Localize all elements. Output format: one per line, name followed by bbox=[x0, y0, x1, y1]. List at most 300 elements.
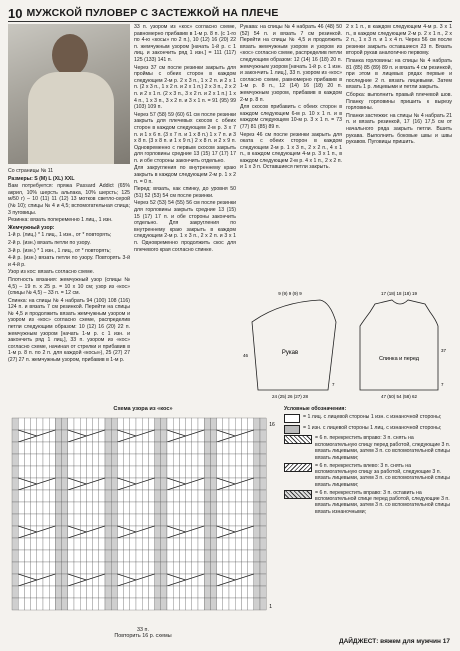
chart-cell bbox=[235, 442, 241, 454]
chart-cell bbox=[223, 418, 229, 430]
chart-cell bbox=[99, 562, 105, 574]
chart-cell bbox=[148, 454, 154, 466]
paragraph: 2 x 1 п., в каждом следующем 4-м р. 3 x 1 п., в каждом следующем 2-м р. 2 x 1 п., 2 x 2 п., 1 x 3 п. и 1 x 4 п. Через 56 см после резинки закрыть оставшиеся 23 п. Вязать второй рукав аналогично первому. bbox=[346, 24, 452, 57]
instructions-column-4 bbox=[346, 24, 452, 279]
chart-cell bbox=[124, 430, 130, 442]
chart-cell bbox=[130, 502, 136, 514]
footer-text: ДАЙДЖЕСТ: вяжем для мужчин bbox=[338, 638, 441, 645]
chart-cell bbox=[55, 490, 61, 502]
chart-cell bbox=[204, 526, 210, 538]
sleeve-side: 46 bbox=[243, 353, 249, 358]
neckband-instructions: Планка горловины: на спицы № 4 набрать 81 (85) 85 (89) 89 п. и вязать 4 см резинкой, при этом в лицевых рядах первые и последние 2 п. вязать лицевыми. Затем вязать 1 р. лицевыми и петли закрыть. bbox=[346, 57, 452, 91]
chart-cell bbox=[173, 598, 179, 610]
chart-cell bbox=[248, 586, 254, 598]
chart-cell bbox=[62, 514, 68, 526]
chart-cell bbox=[105, 442, 111, 454]
chart-cell bbox=[161, 538, 167, 550]
chart-cell bbox=[12, 478, 18, 490]
chart-cell bbox=[74, 466, 80, 478]
chart-cell bbox=[210, 442, 216, 454]
chart-cell bbox=[124, 550, 130, 562]
legend-item bbox=[284, 425, 452, 434]
chart-cell bbox=[167, 418, 173, 430]
chart-cell bbox=[55, 586, 61, 598]
chart-cell bbox=[217, 442, 223, 454]
chart-cell bbox=[31, 442, 37, 454]
chart-cell bbox=[161, 598, 167, 610]
chart-cell bbox=[217, 454, 223, 466]
seed-row-1: 1-й р. (лиц.) * 1 лиц., 1 изн., от * повторять; bbox=[8, 232, 112, 239]
chart-cell bbox=[111, 454, 117, 466]
chart-cell bbox=[186, 586, 192, 598]
chart-cell bbox=[24, 574, 30, 586]
chart-cell bbox=[210, 586, 216, 598]
chart-cell bbox=[111, 490, 117, 502]
instructions-column-1 bbox=[8, 168, 130, 428]
chart-cell bbox=[204, 490, 210, 502]
chart-cell bbox=[229, 586, 235, 598]
chart-cell bbox=[235, 454, 241, 466]
chart-cell bbox=[142, 466, 148, 478]
chart-cell bbox=[254, 586, 260, 598]
chart-cell bbox=[148, 514, 154, 526]
chart-cell bbox=[124, 490, 130, 502]
chart-cell bbox=[186, 466, 192, 478]
chart-cell bbox=[248, 538, 254, 550]
front-instructions: Перед: вязать, как спинку, до уровня 50 (51) 52 (53) 54 см после резинки. bbox=[134, 186, 236, 199]
assembly-instructions: Сборка: выполнить правый плечевой шов. Планку горловины пришить к вырезу горловины. bbox=[346, 91, 452, 112]
chart-cell bbox=[18, 466, 24, 478]
chart-cell bbox=[99, 550, 105, 562]
chart-cell bbox=[43, 502, 49, 514]
chart-cell bbox=[43, 550, 49, 562]
chart-cell bbox=[167, 502, 173, 514]
chart-cell bbox=[62, 418, 68, 430]
chart-cell bbox=[229, 442, 235, 454]
chart-cell bbox=[167, 538, 173, 550]
chart-cell bbox=[62, 574, 68, 586]
chart-cell bbox=[117, 550, 123, 562]
chart-cell bbox=[24, 430, 30, 442]
chart-cell bbox=[62, 430, 68, 442]
chart-cell bbox=[55, 442, 61, 454]
chart-cell bbox=[248, 502, 254, 514]
chart-cell bbox=[24, 466, 30, 478]
instructions-column-2 bbox=[134, 24, 236, 399]
chart-cell bbox=[80, 562, 86, 574]
chart-cell bbox=[99, 466, 105, 478]
chart-cell bbox=[142, 562, 148, 574]
chart-cell bbox=[155, 478, 161, 490]
chart-cell bbox=[74, 550, 80, 562]
chart-cell bbox=[248, 442, 254, 454]
chart-cell bbox=[155, 562, 161, 574]
chart-cell bbox=[241, 598, 247, 610]
chart-cell bbox=[198, 442, 204, 454]
paragraph: Для скосов прибавить с обеих сторон в каждом следующем 6-м р. 10 x 1 п. и в каждом следующем 10-м р. 3 x 1 п. = 73 (77) 81 (85) 89 п. bbox=[240, 104, 342, 130]
chart-cell bbox=[18, 442, 24, 454]
chart-cell bbox=[254, 430, 260, 442]
chart-cell bbox=[217, 598, 223, 610]
chart-cell bbox=[235, 538, 241, 550]
sleeve-cuff: 7 bbox=[332, 382, 335, 387]
chart-cell bbox=[148, 550, 154, 562]
chart-cell bbox=[136, 502, 142, 514]
chart-cell bbox=[217, 550, 223, 562]
chart-cell bbox=[192, 490, 198, 502]
chart-cell bbox=[235, 598, 241, 610]
chart-cell bbox=[68, 562, 74, 574]
legend-text: = 6 п. перекрестить влево: 3 п. снять на вспомогательную спицу за работой, следующие 3 п. вязать лицевыми, затем 3 п. со вспомогательной спицы вязать лицевыми; bbox=[315, 462, 450, 488]
chart-cell bbox=[173, 490, 179, 502]
chart-cell bbox=[86, 598, 92, 610]
chart-cell bbox=[24, 598, 30, 610]
chart-cell bbox=[210, 574, 216, 586]
chart-cell bbox=[124, 418, 130, 430]
chart-cell bbox=[254, 490, 260, 502]
chart-cell bbox=[105, 598, 111, 610]
chart-cell bbox=[204, 442, 210, 454]
chart-cell bbox=[260, 598, 266, 610]
body-outline bbox=[360, 300, 438, 390]
chart-cell bbox=[105, 514, 111, 526]
chart-cell bbox=[62, 550, 68, 562]
chart-cell bbox=[148, 562, 154, 574]
body-top: 17 (18) 18 (18) 19 bbox=[380, 291, 418, 296]
chart-cell bbox=[161, 418, 167, 430]
chart-cell bbox=[43, 514, 49, 526]
chart-cell bbox=[74, 490, 80, 502]
chart-cell bbox=[93, 574, 99, 586]
chart-cell bbox=[86, 502, 92, 514]
chart-cell bbox=[43, 478, 49, 490]
chart-cell bbox=[49, 586, 55, 598]
chart-cell bbox=[111, 586, 117, 598]
chart-cell bbox=[155, 490, 161, 502]
chart-cell bbox=[37, 442, 43, 454]
chart-cell bbox=[198, 418, 204, 430]
chart-cell bbox=[31, 586, 37, 598]
chart-cell bbox=[37, 538, 43, 550]
chart-cell bbox=[254, 418, 260, 430]
cable-pattern: Узор из кос: вязать согласно схеме. bbox=[8, 269, 95, 276]
legend-item bbox=[284, 414, 452, 423]
chart-cell bbox=[260, 562, 266, 574]
chart-cell bbox=[49, 466, 55, 478]
chart-cell bbox=[55, 454, 61, 466]
chart-cell bbox=[179, 466, 185, 478]
chart-cell bbox=[142, 526, 148, 538]
chart-cell bbox=[229, 418, 235, 430]
chart-cell bbox=[155, 454, 161, 466]
chart-cell bbox=[217, 562, 223, 574]
chart-cell bbox=[49, 418, 55, 430]
model-sweater bbox=[28, 72, 114, 164]
chart-cell bbox=[186, 442, 192, 454]
chart-cell bbox=[12, 418, 18, 430]
chart-cell bbox=[31, 514, 37, 526]
paragraph: Через 46 см после резинки закрыть для оката с обеих сторон в каждом следующем 2-м р. 1 x 3 п., 2 x 2 п., 4 x 1 п., в каждом следующем 4-м р. 3 x 1 п., в каждом следующем 2-м р. 4 x 1 п., 2 x 2 п. и 1 x 3 п. Оставшиеся петли закрыть. bbox=[240, 131, 342, 171]
chart-cell bbox=[31, 598, 37, 610]
chart-cell bbox=[155, 550, 161, 562]
chart-cell bbox=[204, 418, 210, 430]
chart-cell bbox=[161, 454, 167, 466]
chart-cell bbox=[99, 514, 105, 526]
chart-cell bbox=[130, 442, 136, 454]
chart-cell bbox=[55, 574, 61, 586]
chart-cell bbox=[111, 430, 117, 442]
chart-cell bbox=[105, 574, 111, 586]
chart-cell bbox=[74, 598, 80, 610]
chart-cell bbox=[260, 574, 266, 586]
chart-cell bbox=[74, 430, 80, 442]
chart-cell bbox=[235, 466, 241, 478]
chart-cell bbox=[117, 502, 123, 514]
chart-cell bbox=[55, 478, 61, 490]
chart-cell bbox=[241, 466, 247, 478]
chart-cell bbox=[204, 574, 210, 586]
chart-cell bbox=[18, 514, 24, 526]
chart-cell bbox=[31, 454, 37, 466]
chart-cell bbox=[130, 418, 136, 430]
chart-cell bbox=[80, 418, 86, 430]
chart-cell bbox=[210, 514, 216, 526]
footer-page-number: 17 bbox=[442, 638, 450, 645]
chart-cell bbox=[248, 454, 254, 466]
chart-cell bbox=[117, 454, 123, 466]
chart-cell bbox=[142, 574, 148, 586]
chart-cell bbox=[86, 466, 92, 478]
chart-cell bbox=[248, 562, 254, 574]
chart-cell bbox=[223, 562, 229, 574]
chart-cell bbox=[68, 586, 74, 598]
chart-cell bbox=[37, 562, 43, 574]
chart-cell bbox=[161, 466, 167, 478]
chart-cell bbox=[80, 442, 86, 454]
chart-cell bbox=[186, 418, 192, 430]
chart-cell bbox=[148, 418, 154, 430]
chart-cell bbox=[37, 502, 43, 514]
page-number: 10 bbox=[8, 5, 23, 21]
chart-cell bbox=[105, 478, 111, 490]
chart-cell bbox=[105, 466, 111, 478]
chart-cell bbox=[142, 418, 148, 430]
back-instructions: Спинка: на спицы № 4 набрать 94 (100) 108 (116) 124 п. и вязать 7 см резинкой. Перейти на спицы № 4,5 и продолжить вязать жемчужным узором и узором из «кос» согласно схеме, распределив петли следующим образом: 10 (12) 16 (20) 22 п. жемчужным узором [начать 1-м р. с 1 изн. и закончить ряд 1 лиц.], 33 п. узором из «кос» согласно схеме, начиная от стрелки и прибавив в 1-м р. 8 п. по 2 п. для каждой «косы»), 25 (27) 27 (27) 27 п. жемчужным узором, прибавив в 1-м р. bbox=[8, 297, 130, 364]
model-head bbox=[52, 34, 88, 76]
chart-cell bbox=[198, 502, 204, 514]
chart-cell bbox=[229, 502, 235, 514]
chart-cell bbox=[260, 466, 266, 478]
chart-cell bbox=[192, 418, 198, 430]
chart-cell bbox=[111, 514, 117, 526]
chart-cell bbox=[62, 538, 68, 550]
chart-cell bbox=[117, 562, 123, 574]
chart-cell bbox=[86, 490, 92, 502]
cable-chart bbox=[8, 406, 278, 646]
chart-cell bbox=[24, 562, 30, 574]
chart-cell bbox=[31, 562, 37, 574]
chart-cell bbox=[130, 598, 136, 610]
chart-cell bbox=[210, 526, 216, 538]
chart-cell bbox=[210, 502, 216, 514]
chart-cell bbox=[235, 514, 241, 526]
chart-cell bbox=[49, 514, 55, 526]
chart-cell bbox=[93, 418, 99, 430]
chart-cell bbox=[80, 538, 86, 550]
chart-cell bbox=[43, 418, 49, 430]
chart-cell bbox=[105, 562, 111, 574]
chart-cell bbox=[161, 550, 167, 562]
chart-cell bbox=[62, 526, 68, 538]
chart-cell bbox=[37, 454, 43, 466]
chart-cell bbox=[186, 538, 192, 550]
page-header bbox=[8, 5, 452, 22]
chart-cell bbox=[173, 478, 179, 490]
chart-cell bbox=[173, 538, 179, 550]
chart-cell bbox=[204, 466, 210, 478]
chart-cell bbox=[155, 586, 161, 598]
materials: Вам потребуется: пряжа Passard Addict (65% акрил, 10% шерсть альпака, 10% шерсть; 125 м/50 г) – 10 (11) 11 (12) 13 мотков светло-серой (№ 10); спицы № 4 и 4,5; вспомогательная спица; 3 пуговицы. bbox=[8, 183, 130, 216]
chart-cell bbox=[24, 538, 30, 550]
chart-cell bbox=[105, 418, 111, 430]
chart-cell bbox=[173, 466, 179, 478]
chart-cell bbox=[161, 502, 167, 514]
chart-cell bbox=[217, 490, 223, 502]
chart-cell bbox=[223, 490, 229, 502]
chart-cell bbox=[130, 538, 136, 550]
chart-cell bbox=[93, 598, 99, 610]
chart-cell bbox=[37, 490, 43, 502]
chart-cell bbox=[179, 490, 185, 502]
chart-cell bbox=[86, 442, 92, 454]
chart-cell bbox=[204, 478, 210, 490]
chart-cell bbox=[155, 538, 161, 550]
chart-cell bbox=[74, 526, 80, 538]
chart-cell bbox=[68, 514, 74, 526]
chart-cell bbox=[68, 502, 74, 514]
chart-cell bbox=[167, 442, 173, 454]
chart-cell bbox=[217, 502, 223, 514]
chart-cell bbox=[210, 418, 216, 430]
chart-cell bbox=[241, 442, 247, 454]
chart-cell bbox=[235, 418, 241, 430]
chart-cell bbox=[142, 586, 148, 598]
chart-cell bbox=[18, 418, 24, 430]
chart-cell bbox=[235, 490, 241, 502]
chart-cell bbox=[254, 502, 260, 514]
chart-cell bbox=[210, 430, 216, 442]
chart-cell bbox=[167, 490, 173, 502]
chart-cell bbox=[12, 442, 18, 454]
chart-cell bbox=[37, 466, 43, 478]
chart-cell bbox=[74, 478, 80, 490]
chart-cell bbox=[80, 550, 86, 562]
chart-cell bbox=[173, 550, 179, 562]
chart-cell bbox=[105, 490, 111, 502]
chart-cell bbox=[124, 526, 130, 538]
chart-cell bbox=[55, 550, 61, 562]
chart-cell bbox=[192, 598, 198, 610]
chart-cell bbox=[241, 418, 247, 430]
chart-cell bbox=[192, 586, 198, 598]
chart-cell bbox=[68, 538, 74, 550]
chart-cell bbox=[12, 574, 18, 586]
chart-cell bbox=[43, 442, 49, 454]
legend-text: = 1 изн. с лицевой стороны 1 лиц. с изнаночной стороны; bbox=[303, 424, 442, 431]
chart-cell bbox=[130, 514, 136, 526]
chart-cell bbox=[142, 430, 148, 442]
chart-cell bbox=[204, 562, 210, 574]
sizes: Размеры: S (M) L (XL) XXL bbox=[8, 175, 75, 182]
chart-cell bbox=[179, 538, 185, 550]
chart-cell bbox=[124, 574, 130, 586]
chart-cell bbox=[86, 586, 92, 598]
chart-cell bbox=[173, 442, 179, 454]
chart-cell bbox=[74, 538, 80, 550]
chart-cell bbox=[55, 418, 61, 430]
chart-cell bbox=[248, 550, 254, 562]
chart-cell bbox=[74, 442, 80, 454]
chart-cell bbox=[130, 562, 136, 574]
chart-cell bbox=[80, 454, 86, 466]
chart-cell bbox=[99, 502, 105, 514]
chart-cell bbox=[204, 538, 210, 550]
chart-cell bbox=[12, 430, 18, 442]
chart-cell bbox=[80, 598, 86, 610]
chart-cell bbox=[148, 502, 154, 514]
chart-cell bbox=[241, 586, 247, 598]
chart-cell bbox=[142, 502, 148, 514]
chart-cell bbox=[136, 538, 142, 550]
chart-cell bbox=[167, 550, 173, 562]
chart-cell bbox=[130, 490, 136, 502]
paragraph: 33 п. узором из «кос» согласно схеме, равномерно прибавив в 1-м р. 8 п. (с 1-го по 4-ю «косы» по 2 п.), 10 (12) 16 (20) 22 п. жемчужным узором [начать 1-й р. с 1 лиц. и закончить ряд 1 изн.] = 111 (117) 125 (133) 141 п. bbox=[134, 24, 236, 63]
chart-cell bbox=[210, 598, 216, 610]
chart-cell bbox=[155, 418, 161, 430]
schematics-svg bbox=[240, 282, 452, 402]
chart-cell bbox=[74, 454, 80, 466]
chart-cell bbox=[248, 490, 254, 502]
legend-item bbox=[284, 435, 452, 461]
chart-cell bbox=[248, 514, 254, 526]
chart-cell bbox=[93, 502, 99, 514]
chart-cell bbox=[148, 538, 154, 550]
chart-cell bbox=[136, 454, 142, 466]
chart-cell bbox=[12, 514, 18, 526]
chart-cell bbox=[117, 598, 123, 610]
chart-cell bbox=[24, 454, 30, 466]
page-title: МУЖСКОЙ ПУЛОВЕР С ЗАСТЕЖКОЙ НА ПЛЕЧЕ bbox=[26, 7, 279, 19]
chart-cell bbox=[24, 514, 30, 526]
seed-pattern-title: Жемчужный узор: bbox=[8, 224, 55, 231]
chart-cell bbox=[155, 598, 161, 610]
chart-cell bbox=[260, 586, 266, 598]
chart-cell bbox=[111, 478, 117, 490]
chart-cell bbox=[179, 454, 185, 466]
sleeve-bottom: 24 (25) 26 (27) 28 bbox=[271, 394, 309, 399]
chart-cell bbox=[217, 538, 223, 550]
chart-cell bbox=[179, 418, 185, 430]
legend-text: = 6 п. перекрестить вправо: 3 п. оставить на вспомогательной спице перед работой, следующие 3 п. вязать лицевыми, затем 3 п. со вспомогательной спицы вязать изнаночными; bbox=[315, 489, 450, 515]
rib-pattern: Резинка: вязать попеременно 1 лиц., 1 изн. bbox=[8, 217, 113, 224]
chart-cell bbox=[260, 418, 266, 430]
chart-cell bbox=[105, 454, 111, 466]
chart-cell bbox=[148, 490, 154, 502]
chart-cell bbox=[186, 490, 192, 502]
chart-cell bbox=[43, 586, 49, 598]
chart-cell bbox=[12, 562, 18, 574]
chart-cell bbox=[62, 466, 68, 478]
